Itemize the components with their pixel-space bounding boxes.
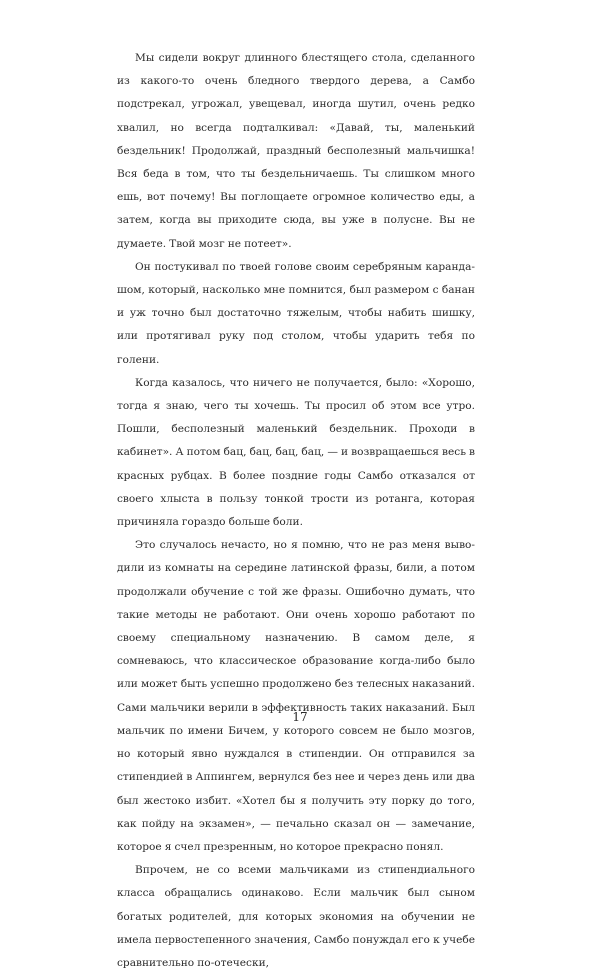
page-number: 17 <box>292 710 308 724</box>
page-body <box>117 47 475 975</box>
paragraph-2: Он постукивал по твоей голове своим серебряным карандашом, который, насколько мне помнится, был размером с банан и уж точно был достаточно тяжелым, чтобы набить шишку, или протягивал руку под столом, чтобы ударить тебя по голени. <box>117 260 475 366</box>
paragraph-4: Это случалось нечасто, но я помню, что не раз меня выводили из комнаты на середине латинской фразы, били, а потом продолжали обучение с той же фразы. Ошибочно думать, что такие методы не работают. Они очень хорошо работают по своему специальному назначению. В самом деле, я сомневаюсь, что классическое образование когда-либо было или может быть успешно продолжено без телесных наказаний. Сами мальчики верили в эффективность таких наказаний. Был мальчик по имени Бичем, у которого совсем не было мозгов, но который явно нуждался в стипендии. Он отправился за стипендией в Аппингем, вернулся без нее и через день или два был жестоко избит. «Хотел бы я получить эту порку до того, как пойду на экзамен», — печально сказал он — замечание, которое я счел презренным, но которое прекрасно понял. <box>117 539 475 853</box>
paragraph-5: Впрочем, не со всеми мальчиками из стипендиального класса обращались одинаково. Если мальчик был сыном богатых родителей, для которых экономия на обучении не имела первостепенного значения, Самбо понуждал его к учебе сравнительно по-отечески, <box>117 864 475 969</box>
paragraph-1: Мы сидели вокруг длинного блестящего стола, сделанного из какого-то очень бледного твердого дерева, а Самбо подстрекал, угрожал, увещевал, иногда шутил, очень редко хвалил, но всегда подталкивал: «Давай, ты, маленький бездельник! Продолжай, праздный бесполезный мальчишка! Вся беда в том, что ты бездельничаешь. Ты слишком много ешь, вот почему! Вы поглощаете огромное количество еды, а затем, когда вы приходите сюда, вы уже в полусне. Вы не думаете. Твой мозг не потеет». <box>117 52 475 250</box>
paragraph-3: Когда казалось, что ничего не получается, было: «Хорошо, тогда я знаю, чего ты хочешь. Ты просил об этом все утро. Пошли, бесполезный маленький бездельник. Проходи в кабинет». А потом бац, бац, бац, бац, — и возвращаешься весь в красных рубцах. В более поздние годы Самбо отказался от своего хлыста в пользу тонкой трости из ротанга, которая причиняла гораздо больше боли. <box>117 376 475 529</box>
